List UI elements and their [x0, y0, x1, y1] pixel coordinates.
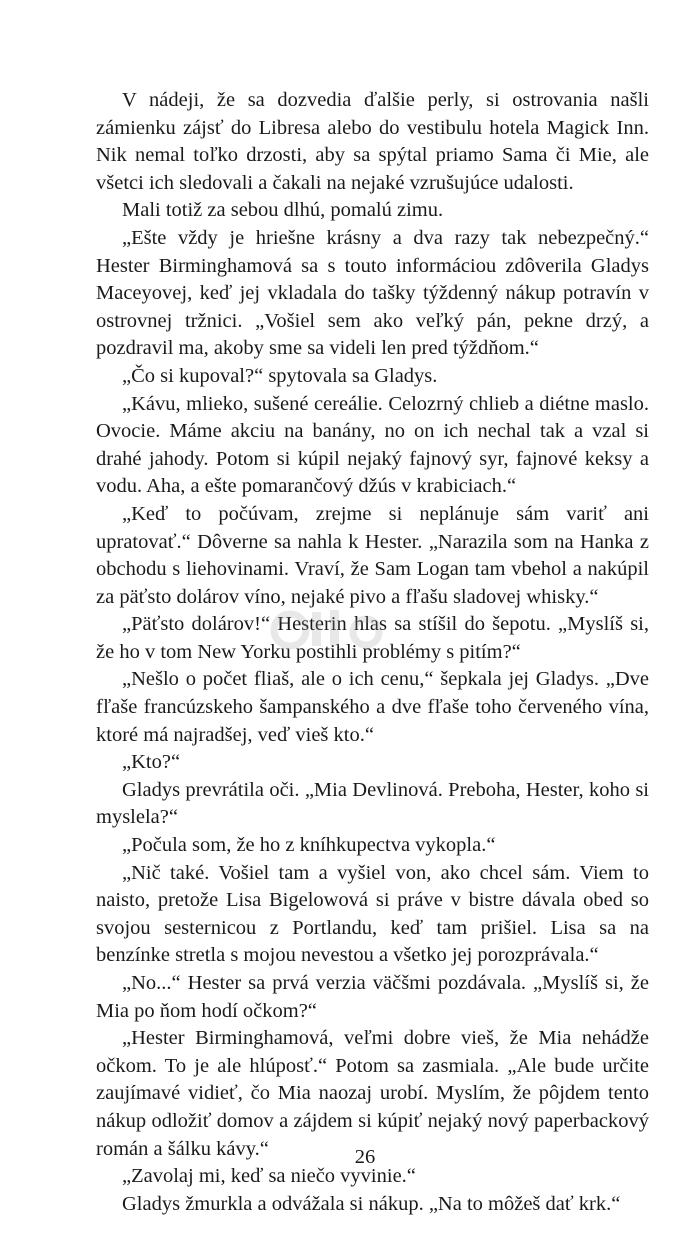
paragraph: „Keď to počúvam, zrejme si neplánuje sám variť ani upratovať.“ Dôverne sa nahla k Hester. „Narazila som na Hanka z obchodu s liehovinami. Vraví, že Sam Logan tam vbehol a nakúpil za päťsto dolárov víno, nejaké pivo a fľašu sladovej whisky.“	[96, 502, 649, 608]
paragraph: „Hester Birminghamová, veľmi dobre vieš, že Mia nehádže očkom. To je ale hlúposť.“ Potom sa zasmiala. „Ale bude určite zaujímavé vidieť, čo Mia naozaj urobí. Myslím, že pôjdem tento nákup odložiť domov a zájdem si kúpiť nejaký nový paperbackový román a šálku kávy.“	[96, 1027, 649, 1160]
paragraph: „Nešlo o počet fliaš, ale o ich cenu,“ šepkala jej Gladys. „Dve fľaše francúzskeho šampanského a dve fľaše toho červeného vína, ktoré má najradšej, veď vieš kto.“	[96, 668, 649, 746]
paragraph: „No...“ Hester sa prvá verzia väčšmi pozdávala. „Myslíš si, že Mia po ňom hodí očkom?“	[96, 972, 649, 1022]
page-number: 26	[354, 1146, 376, 1168]
paragraph: Mali totiž za sebou dlhú, pomalú zimu.	[122, 199, 444, 222]
paragraph: V nádeji, že sa dozvedia ďalšie perly, si ostrovania našli zámienku zájsť do Libresa alebo do vestibulu hotela Magick Inn. Nik nemal toľko drzosti, aby sa spýtal priamo Sama či Mie, ale všetci ich sledovali a čakali na nejaké vzrušujúce udalosti.	[96, 89, 649, 194]
paragraph: Gladys prevrátila oči. „Mia Devlinová. Preboha, Hester, koho si myslela?“	[96, 778, 649, 829]
paragraph: „Päťsto dolárov!“ Hesterin hlas sa stíšil do šepotu. „Myslíš si, že ho v tom New Yorku postihli problémy s pitím?“	[96, 613, 649, 663]
paragraph: „Ešte vždy je hriešne krásny a dva razy tak nebezpečný.“ Hester Birminghamová sa s touto informáciou zdôverila Gladys Maceyovej, keď jej vkladala do tašky týždenný nákup potravín v ostrovnej tržnici. „Vošiel sem ako veľký pán, pekne drzý, a pozdravil ma, akoby sme sa videli len pred týždňom.“	[96, 226, 649, 360]
paragraph: „Kávu, mlieko, sušené cereálie. Celozrný chlieb a diétne maslo. Ovocie. Máme akciu na banány, no on ich nechal tak a vzal si drahé jahody. Potom si kúpil nejaký fajnový syr, fajnové keksy a vodu. Aha, a ešte pomarančový džús v krabiciach.“	[96, 392, 649, 498]
paragraph: „Zavolaj mi, keď sa niečo vyvinie.“	[122, 1165, 416, 1188]
paragraph: „Kto?“	[122, 751, 181, 774]
paragraph: „Čo si kupoval?“ spytovala sa Gladys.	[122, 364, 438, 387]
paragraph: „Počula som, že ho z kníhkupectva vykopla.“	[122, 834, 496, 857]
book-page-text	[96, 87, 649, 1218]
paragraph: Gladys žmurkla a odvážala si nákup. „Na to môžeš dať krk.“	[122, 1192, 621, 1215]
paragraph: „Nič také. Vošiel tam a vyšiel von, ako chcel sám. Viem to naisto, pretože Lisa Bigelowová si práve v bistre dávala obed so svojou sesternicou z Portlandu, keď tam prišiel. Lisa sa na benzínke stretla s mojou nevestou a všetko jej porozprávala.“	[96, 861, 649, 967]
